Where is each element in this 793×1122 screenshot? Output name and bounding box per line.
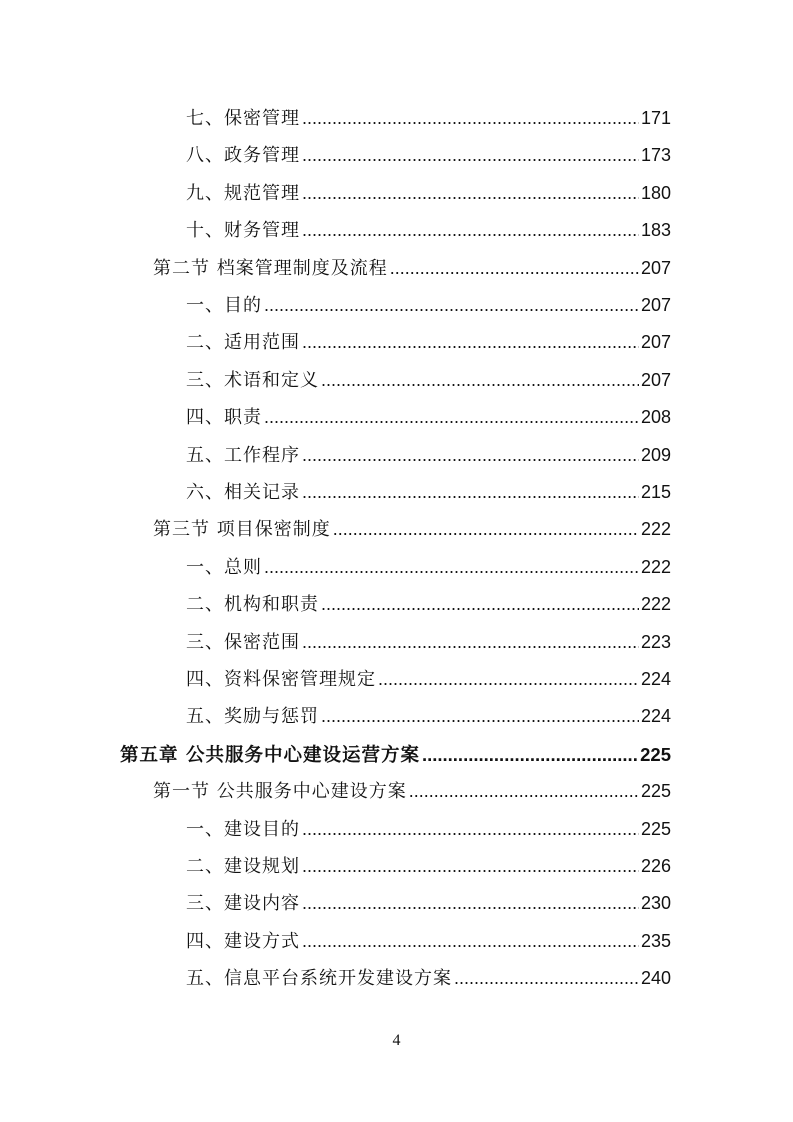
toc-entry-page-number: 207: [640, 257, 671, 278]
toc-entry-page-number: 225: [640, 743, 671, 765]
toc-item-entry[interactable]: [186, 811, 671, 848]
toc-item-entry[interactable]: [186, 287, 671, 324]
toc-dot-leader: [378, 661, 639, 698]
toc-item-entry[interactable]: [186, 362, 671, 399]
toc-entry-label: 四、资料保密管理规定: [186, 669, 376, 690]
toc-entry-page-number: 224: [640, 669, 671, 689]
toc-entry-label: 第三节 项目保密制度: [153, 519, 331, 541]
toc-entry-page-number: 222: [640, 594, 671, 615]
toc-dot-leader: [390, 250, 639, 287]
toc-entry-page-number: 235: [640, 930, 671, 951]
toc-item-entry[interactable]: [186, 324, 671, 361]
toc-entry-page-number: 207: [640, 332, 671, 353]
page-number-footer: 4: [392, 1032, 401, 1049]
toc-item-entry[interactable]: [186, 399, 671, 436]
toc-entry-label: 二、建设规划: [186, 856, 300, 877]
toc-entry-page-number: 222: [640, 519, 671, 540]
toc-dot-leader: [302, 624, 639, 661]
toc-dot-leader: [302, 437, 639, 474]
toc-entry-page-number: 207: [640, 369, 671, 390]
toc-section-entry[interactable]: [153, 250, 671, 287]
toc-dot-leader: [454, 960, 639, 997]
toc-item-entry[interactable]: [186, 175, 671, 212]
toc-dot-leader: [302, 175, 639, 212]
toc-dot-leader: [302, 885, 639, 922]
toc-entry-label: 九、规范管理: [186, 182, 300, 204]
toc-entry-label: 第二节 档案管理制度及流程: [153, 257, 388, 279]
toc-dot-leader: [264, 399, 639, 436]
toc-entry-label: 五、奖励与惩罚: [186, 706, 319, 728]
toc-item-entry[interactable]: [186, 698, 671, 735]
toc-section-entry[interactable]: [153, 773, 671, 810]
toc-entry-page-number: 180: [640, 182, 671, 203]
toc-item-entry[interactable]: [186, 661, 671, 698]
toc-entry-page-number: 225: [640, 781, 671, 802]
toc-item-entry[interactable]: [186, 100, 671, 137]
toc-item-entry[interactable]: [186, 549, 671, 586]
toc-entry-label: 十、财务管理: [186, 220, 300, 242]
toc-entry-label: 二、适用范围: [186, 332, 300, 354]
toc-entry-page-number: 223: [640, 631, 671, 652]
toc-entry-page-number: 222: [640, 556, 671, 577]
toc-dot-leader: [302, 324, 639, 361]
toc-item-entry[interactable]: [186, 586, 671, 623]
toc-dot-leader: [302, 848, 639, 885]
toc-dot-leader: [264, 287, 639, 324]
toc-entry-page-number: 171: [640, 108, 671, 128]
toc-dot-leader: [302, 137, 639, 174]
toc-entry-page-number: 208: [640, 407, 671, 428]
toc-entry-label: 第五章 公共服务中心建设运营方案: [120, 744, 420, 766]
toc-entry-page-number: 225: [640, 818, 671, 839]
toc-entry-label: 六、相关记录: [186, 482, 300, 503]
toc-entry-label: 四、职责: [186, 407, 262, 429]
toc-section-entry[interactable]: [153, 511, 671, 548]
toc-entry-page-number: 226: [640, 856, 671, 876]
toc-dot-leader: [302, 100, 639, 137]
toc-dot-leader: [422, 736, 638, 773]
toc-dot-leader: [321, 586, 639, 623]
toc-dot-leader: [321, 698, 639, 735]
toc-entry-page-number: 215: [640, 482, 671, 502]
toc-entry-label: 三、术语和定义: [186, 369, 319, 391]
toc-dot-leader: [302, 811, 639, 848]
toc-chapter-entry[interactable]: [120, 736, 671, 773]
toc-entry-label: 三、保密范围: [186, 631, 300, 653]
toc-dot-leader: [264, 549, 639, 586]
toc-dot-leader: [302, 212, 639, 249]
toc-entry-label: 四、建设方式: [186, 930, 300, 952]
toc-entry-label: 七、保密管理: [186, 108, 300, 129]
toc-entry-page-number: 230: [640, 893, 671, 914]
toc-dot-leader: [302, 923, 639, 960]
toc-entry-label: 一、目的: [186, 295, 262, 316]
toc-dot-leader: [302, 474, 639, 511]
toc-item-entry[interactable]: [186, 212, 671, 249]
toc-dot-leader: [321, 362, 639, 399]
toc-entry-page-number: 207: [640, 295, 671, 315]
toc-entry-label: 三、建设内容: [186, 893, 300, 915]
toc-entry-page-number: 173: [640, 145, 671, 166]
toc-item-entry[interactable]: [186, 437, 671, 474]
toc-dot-leader: [333, 511, 639, 548]
toc-item-entry[interactable]: [186, 624, 671, 661]
toc-entry-page-number: 209: [640, 444, 671, 465]
toc-item-entry[interactable]: [186, 848, 671, 885]
toc-entry-label: 第一节 公共服务中心建设方案: [153, 781, 407, 803]
toc-entry-page-number: 240: [640, 968, 671, 989]
toc-entry-label: 一、总则: [186, 556, 262, 578]
toc-entry-label: 八、政务管理: [186, 145, 300, 167]
toc-entry-label: 五、工作程序: [186, 444, 300, 466]
toc-item-entry[interactable]: [186, 137, 671, 174]
toc-dot-leader: [409, 773, 639, 810]
toc-item-entry[interactable]: [186, 474, 671, 511]
toc-item-entry[interactable]: [186, 960, 671, 997]
toc-item-entry[interactable]: [186, 923, 671, 960]
toc-entry-label: 五、信息平台系统开发建设方案: [186, 968, 452, 990]
toc-entry-page-number: 224: [640, 706, 671, 727]
toc-item-entry[interactable]: [186, 885, 671, 922]
toc-entry-page-number: 183: [640, 220, 671, 241]
toc-entry-label: 一、建设目的: [186, 818, 300, 840]
toc-entry-label: 二、机构和职责: [186, 594, 319, 616]
